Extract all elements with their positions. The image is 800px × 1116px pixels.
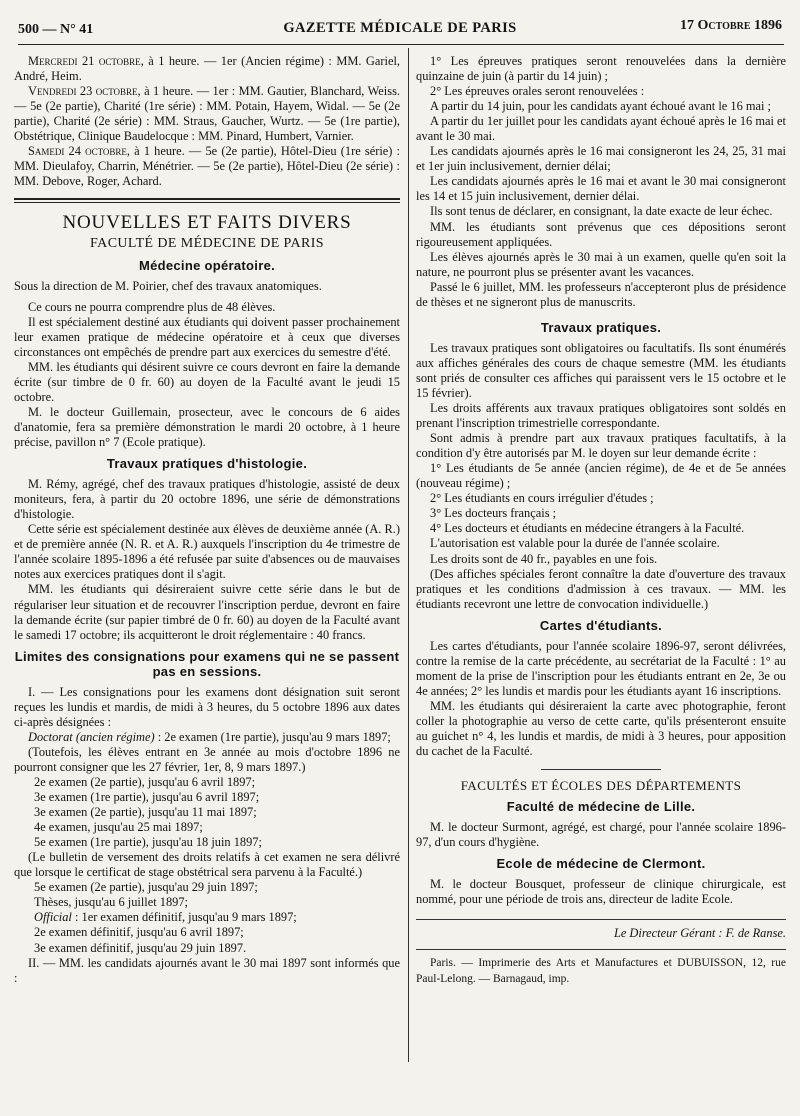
- paragraph: M. le docteur Guillemain, prosecteur, avec le concours de 6 aides d'anatomie, fera sa première démonstration le mardi 20 octobre, à 1 heure précise, pavillon n° 7 (Ecole pratique).: [14, 404, 400, 450]
- list-item: Les élèves ajournés après le 30 mai à un examen, quelle qu'en soit la nature, ne pourront plus se présenter avant les vacances.: [416, 249, 786, 279]
- list-item: MM. les étudiants sont prévenus que ces dépositions seront rigoureusement appliquées.: [416, 219, 786, 249]
- list-item: 4° Les docteurs et étudiants en médecine étrangers à la Faculté.: [430, 521, 745, 536]
- section-title: Cartes d'étudiants.: [539, 617, 663, 633]
- schedule-day: Samedi 24 octobre: [28, 144, 127, 159]
- paragraph: MM. les étudiants qui désirent suivre ce cours devront en faire la demande écrite (sur timbre de 0 fr. 60) au doyen de la Faculté avant le jeudi 15 octobre.: [14, 359, 400, 404]
- schedule-day: Mercredi 21 octobre: [28, 54, 141, 68]
- sub-heading: FACULTÉS ET ÉCOLES DES DÉPARTEMENTS: [460, 778, 742, 794]
- list-item: Les candidats ajournés après le 16 mai et avant le 30 mai consigneront les 14 et 15 juin inclusivement, dernier délai.: [416, 174, 786, 204]
- doctorat-text: : 2e examen (1re partie), jusqu'au 9 mars 1897;: [154, 729, 391, 744]
- schedule-text: , à 1 heure. — 1er : MM. Gautier, Blanchard, Weiss. — 5e (2e partie), Charité (1re série) : MM. Potain, Hayem, Widal. — 5e (2e partie), Charité (2e série) : MM. Straus, Gaucher, Wurtz. — 5e (1re partie), Obstétrique, Clinique Baudelocque : MM. Pinard, Humbert, Varnier.: [14, 84, 400, 144]
- paragraph: Cette série est spécialement destinée aux élèves de deuxième année (A. R.) et de première année (N. R. et A. R.) auxquels l'inscription du 4e trimestre de l'année scolaire 1895-1896 a été refusée par suite d'absences ou de mauvaises notes aux exercices pratiques dont il s'agit.: [14, 522, 400, 582]
- paragraph: Les travaux pratiques sont obligatoires ou facultatifs. Ils sont énumérés aux affiches générales des cours de chaque semestre (MM. les étudiants sont priés de consulter ces affiches qui paraissent vers le 15 octobre et le 15 février).: [416, 340, 786, 400]
- list-item: 4e examen, jusqu'au 25 mai 1897;: [34, 820, 203, 835]
- section-divider: [14, 198, 400, 203]
- director-signature: Le Directeur Gérant : F. de Ranse.: [613, 926, 786, 941]
- list-item: 2e examen (2e partie), jusqu'au 6 avril 1897;: [34, 775, 256, 790]
- list-item: 1° Les étudiants de 5e année (ancien régime), de 4e et de 5e années (nouveau régime) ;: [416, 461, 786, 491]
- right-column: [416, 54, 786, 987]
- paragraph: (Toutefois, les élèves entrant en 3e année au mois d'octobre 1896 ne pourront consigner que les 27 février, 1er, 8, 9 mars 1897.): [14, 744, 400, 774]
- section-title: Travaux pratiques d'histologie.: [106, 456, 308, 472]
- section-title: Ecole de médecine de Clermont.: [496, 856, 706, 872]
- official-text: : 1er examen définitif, jusqu'au 9 mars 1897;: [71, 910, 297, 925]
- imprint-rule: [416, 949, 786, 950]
- signature-rule: [416, 919, 786, 920]
- page-header: [18, 16, 782, 38]
- paragraph: (Le bulletin de versement des droits relatifs à cet examen ne sera délivré que lorsque le certificat de stage obstétrical sera parvenu à la Faculté.): [14, 850, 400, 880]
- left-column: [14, 54, 400, 986]
- list-item: Thèses, jusqu'au 6 juillet 1897;: [34, 895, 188, 910]
- paragraph: M. Rémy, agrégé, chef des travaux pratiques d'histologie, assisté de deux moniteurs, fera, à partir du 20 octobre 1896, une série de démonstrations d'histologie.: [14, 477, 400, 522]
- list-item: 5e examen (2e partie), jusqu'au 29 juin 1897;: [34, 880, 258, 895]
- paragraph: [14, 730, 400, 745]
- schedule-day: Vendredi 23 octobre: [28, 84, 138, 99]
- paragraph: I. — Les consignations pour les examens dont désignation suit seront reçues les lundis et mardis, de midi à 3 heures, du 5 octobre 1896 aux dates ci-après désignées :: [14, 684, 400, 729]
- main-heading: NOUVELLES ET FAITS DIVERS: [62, 212, 352, 234]
- header-rule: [18, 44, 784, 45]
- paragraph: (Des affiches spéciales feront connaître la date d'ouverture des travaux pratiques et les conditions d'admission à ces travaux. — MM. les étudiants recevront une lettre de convocation individuelle.): [416, 566, 786, 611]
- journal-title: GAZETTE MÉDICALE DE PARIS: [283, 20, 517, 36]
- list-item: 2° Les épreuves orales seront renouvelées :: [430, 84, 645, 99]
- official-label: Official: [34, 910, 72, 925]
- sub-heading: FACULTÉ DE MÉDECINE DE PARIS: [90, 236, 324, 252]
- printer-imprint: Paris. — Imprimerie des Arts et Manufactures et DUBUISSON, 12, rue Paul-Lelong. — Barnagaud, imp.: [416, 957, 786, 985]
- paragraph: M. le docteur Bousquet, professeur de clinique chirurgicale, est nommé, pour une période de trois ans, directeur de ladite Ecole.: [416, 877, 786, 907]
- schedule-entry: [14, 84, 400, 144]
- list-item: 3e examen définitif, jusqu'au 29 juin 1897.: [34, 940, 247, 955]
- paragraph: M. le docteur Surmont, agrégé, est chargé, pour l'année scolaire 1896-97, d'un cours d'hygiène.: [416, 820, 786, 850]
- list-item: [14, 910, 400, 925]
- section-title: Limites des consignations pour examens qui ne se passent pas en sessions.: [14, 648, 400, 679]
- list-item: A partir du 1er juillet pour les candidats ayant échoué après le 16 mai et avant le 30 mai.: [416, 114, 786, 144]
- schedule-entry: [14, 54, 400, 84]
- section-title: Médecine opératoire.: [138, 257, 276, 273]
- column-divider: [408, 48, 409, 1062]
- exam-schedule: [14, 54, 400, 189]
- schedule-entry: [14, 144, 400, 189]
- list-item: Les droits sont de 40 fr., payables en une fois.: [430, 551, 658, 566]
- section-divider: [541, 769, 661, 770]
- paragraph: Les droits afférents aux travaux pratiques obligatoires sont soldés en prenant l'inscription trimestrielle correspondante.: [416, 401, 786, 431]
- paragraph: II. — MM. les candidats ajournés avant le 30 mai 1897 sont informés que :: [14, 955, 400, 985]
- paragraph: MM. les étudiants qui désireraient suivre cette série dans le but de régulariser leur situation et de recouvrer l'inscription perdue, devront en faire la demande écrite (sur papier timbré de 0 fr. 60) au doyen de la Faculté avant le samedi 17 octobre; ils acquitteront le droit réglementaire : 40 francs.: [14, 582, 400, 642]
- list-item: Passé le 6 juillet, MM. les professeurs n'accepteront plus de présidence de thèses et ne signeront plus de manuscrits.: [416, 279, 786, 309]
- list-item: 3e examen (1re partie), jusqu'au 6 avril 1897;: [34, 790, 260, 805]
- list-item: 1° Les épreuves pratiques seront renouvelées dans la dernière quinzaine de juin (à partir du 14 juin) ;: [416, 54, 786, 84]
- paragraph: Ce cours ne pourra comprendre plus de 48 élèves.: [28, 299, 276, 314]
- page-number: 500 — N° 41: [18, 22, 94, 37]
- schedule-text: , à 1 heure. — 5e (2e partie), Hôtel-Dieu (1re série) : MM. Dieulafoy, Charrin, Ménétrier. — 5e (2e partie), Hôtel-Dieu (2e série) : MM. Debove, Roger, Achard.: [14, 144, 400, 189]
- list-item: A partir du 14 juin, pour les candidats ayant échoué avant le 16 mai ;: [430, 99, 771, 114]
- paragraph: Sous la direction de M. Poirier, chef des travaux anatomiques.: [14, 278, 322, 293]
- section-title: Faculté de médecine de Lille.: [506, 799, 696, 815]
- issue-date: 17 Octobre 1896: [680, 18, 782, 33]
- list-item: L'autorisation est valable pour la durée de l'année scolaire.: [430, 536, 720, 551]
- paragraph: MM. les étudiants qui désireraient la carte avec photographie, feront coller la photographie au verso de cette carte, qu'ils présenteront ensuite au guichet n° 4, les lundis et mardis, de midi à 3 heures, pour apposition du cachet de la Faculté.: [416, 698, 786, 759]
- schedule-text: , à 1 heure. — 1er (Ancien régime) : MM. Gariel, André, Heim.: [14, 54, 400, 84]
- list-item: 2e examen définitif, jusqu'au 6 avril 1897;: [34, 925, 244, 940]
- paragraph: Sont admis à prendre part aux travaux pratiques facultatifs, à la condition d'y être autorisés par M. le doyen sur leur demande écrite :: [416, 431, 786, 461]
- list-item: 2° Les étudiants en cours irrégulier d'études ;: [430, 491, 654, 506]
- doctorat-label: Doctorat (ancien régime): [28, 729, 155, 744]
- paragraph: Les cartes d'étudiants, pour l'année scolaire 1896-97, seront délivrées, contre la remise de la carte précédente, au secrétariat de la Faculté : 1° au moment de la prise de l'inscription pour les étudiants entrant en 2e, 3e ou 4e années; 2° les lundis et mardis pour les étudiants ayant 16 inscriptions.: [416, 638, 786, 698]
- paragraph: Il est spécialement destiné aux étudiants qui doivent passer prochainement leur examen pratique de médecine opératoire et à ceux que diverses circonstances ont empêchés de prendre part aux exercices du semestre d'été.: [14, 314, 400, 359]
- list-item: 3e examen (2e partie), jusqu'au 11 mai 1897;: [34, 805, 257, 820]
- list-item: Ils sont tenus de déclarer, en consignant, la date exacte de leur échec.: [430, 204, 773, 219]
- list-item: 3° Les docteurs français ;: [430, 506, 557, 521]
- list-item: 5e examen (1re partie), jusqu'au 18 juin 1897;: [34, 835, 262, 850]
- list-item: Les candidats ajournés après le 16 mai consigneront les 24, 25, 31 mai et 1er juin inclusivement, dernier délai;: [416, 144, 786, 174]
- section-title: Travaux pratiques.: [540, 319, 662, 335]
